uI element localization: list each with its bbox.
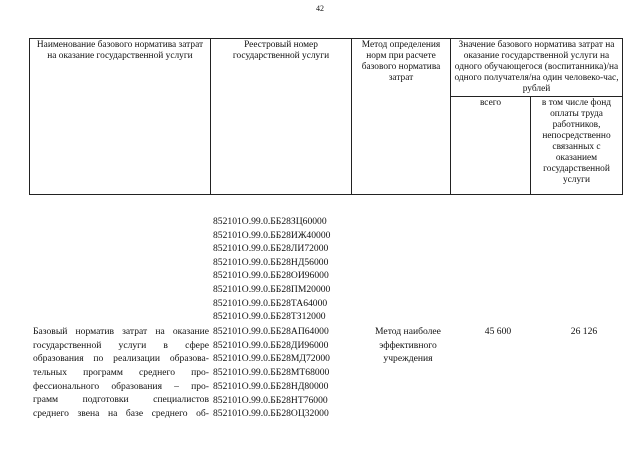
row-total-value: 45 600 [484, 326, 512, 337]
header-normative-value: Значение базового норматива затрат на оказание государственной услуги на одного обучающегося (воспитанника)/на одного получателя/на один человеко-час, рублей [451, 39, 623, 97]
registry-code: 852101О.99.0.ББ28МТ68000 [213, 367, 330, 379]
row-name-line: тельных программ среднего про- [33, 367, 209, 379]
registry-code: 852101О.99.0.ББ28ДИ96000 [213, 339, 329, 351]
registry-code: 852101О.99.0.ББ28ЛИ72000 [213, 243, 329, 255]
header-method: Метод определения норм при расчете базового норматива затрат [352, 39, 451, 195]
row-name-line: грамм подготовки специалистов [33, 394, 209, 406]
row-name-line: Базовый норматив затрат на оказание [33, 326, 209, 337]
normative-header-table [29, 38, 623, 195]
registry-code: 852101О.99.0.ББ28НД80000 [213, 380, 329, 392]
registry-code: 852101О.99.0.ББ28НД56000 [213, 256, 329, 268]
registry-code: 852101О.99.0.ББ28МД72000 [213, 353, 330, 365]
continued-registry-codes [213, 215, 330, 324]
registry-code: 852101О.99.0.ББ28НТ76000 [213, 394, 328, 406]
registry-code: 852101О.99.0.ББ28ЗЦ60000 [213, 216, 327, 227]
registry-code: 852101О.99.0.ББ28ИЖ40000 [213, 229, 331, 241]
row-method: Метод наиболее эффективного учреждения [375, 326, 441, 365]
registry-code: 852101О.99.0.ББ28ОИ96000 [213, 270, 329, 282]
row-name-line: образования по реализации образова- [33, 353, 209, 365]
row-name-line: государственной услуги в сфере [33, 339, 209, 351]
header-service-name: Наименование базового норматива затрат на оказание государственной услуги [30, 39, 211, 195]
header-wage-fund: в том числе фонд оплаты труда работников, непосредственно связанных с оказанием государственной услуги [531, 97, 623, 195]
row-wage-fund-value: 26 126 [570, 326, 598, 337]
row-service-name [33, 325, 209, 421]
registry-code: 852101О.99.0.ББ28ОЦ32000 [213, 408, 329, 420]
row-registry-codes [213, 325, 330, 421]
registry-code: 852101О.99.0.ББ28ПМ20000 [213, 283, 331, 295]
header-total: всего [451, 97, 531, 195]
registry-code: 852101О.99.0.ББ28ТА64000 [213, 297, 328, 309]
header-registry-number: Реестровый номер государственной услуги [211, 39, 352, 195]
registry-code: 852101О.99.0.ББ28ТЗ12000 [213, 311, 326, 323]
row-name-line: среднего звена на базе среднего об- [33, 408, 209, 420]
row-name-line: фессионального образования – про- [33, 380, 209, 392]
page-number: 42 [316, 4, 324, 13]
registry-code: 852101О.99.0.ББ28АП64000 [213, 326, 329, 337]
